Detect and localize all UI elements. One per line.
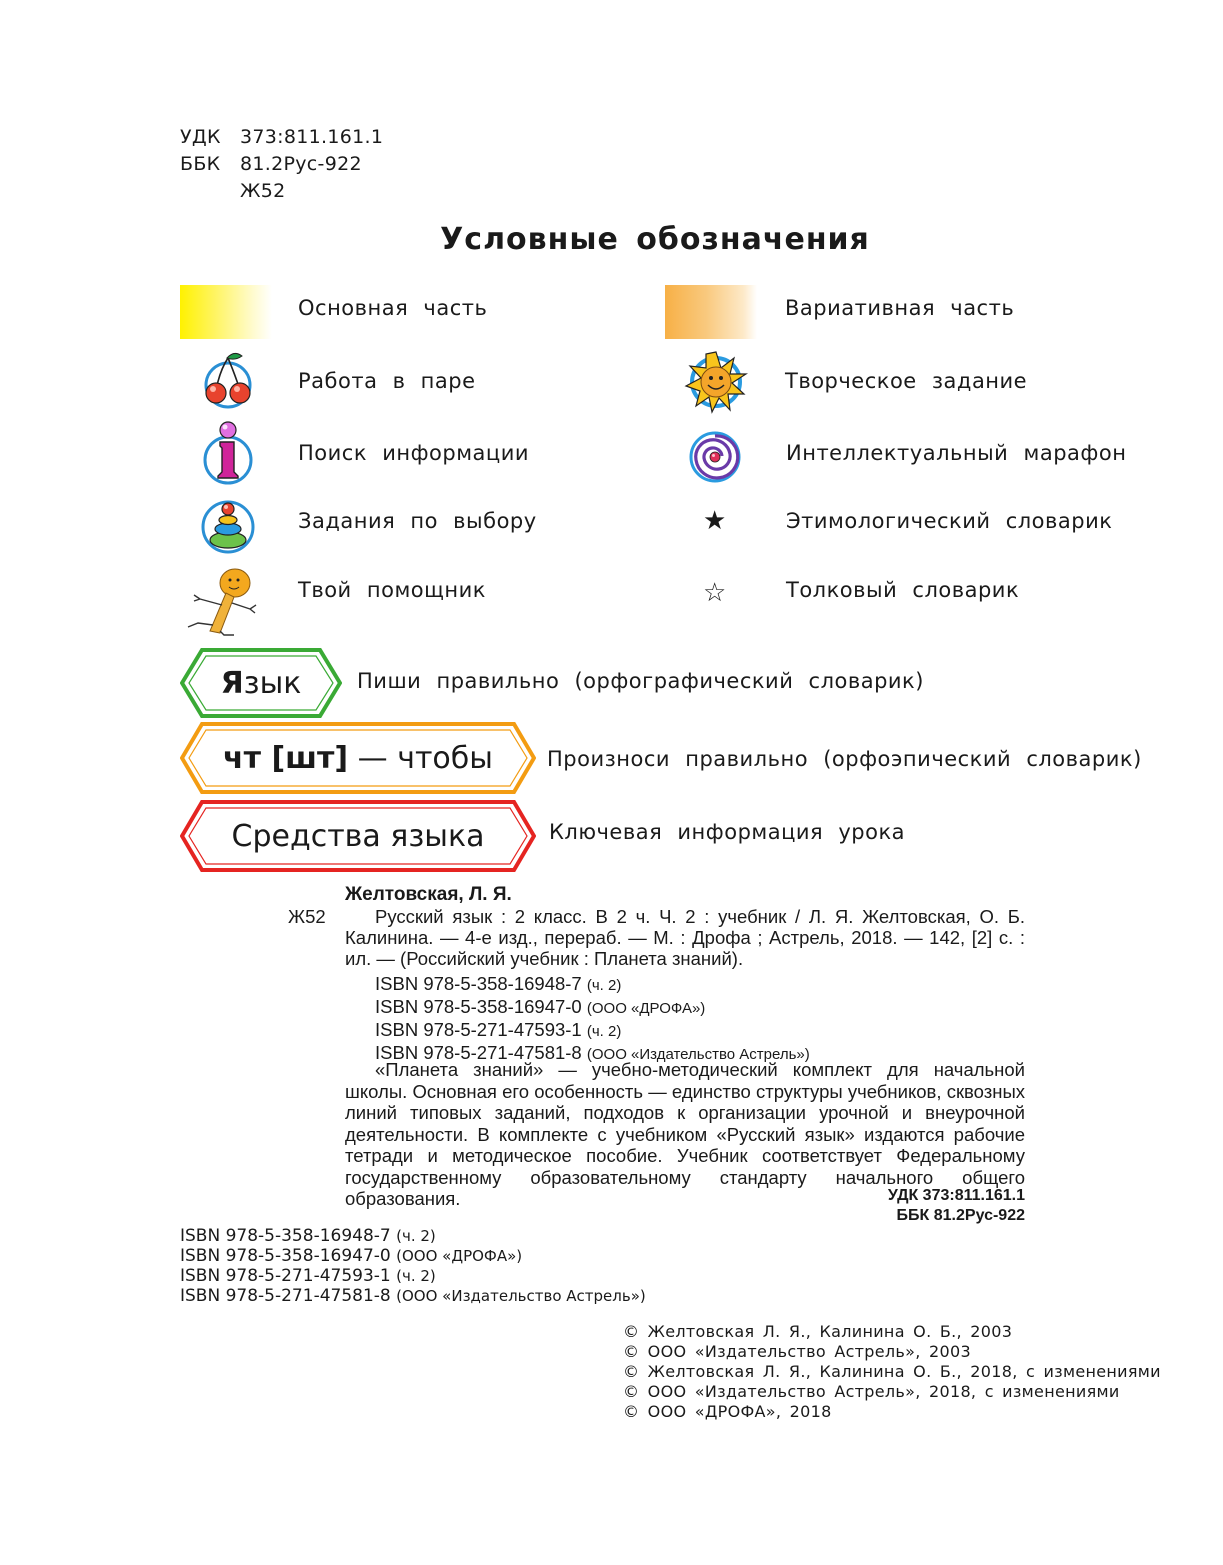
isbn-line: ISBN 978-5-271-47593-1 (ч. 2): [180, 1266, 436, 1286]
box-description: Произноси правильно (орфоэпический словарик): [547, 747, 1142, 771]
spiral-icon: [688, 430, 742, 484]
page-title: Условные обозначения: [440, 222, 870, 257]
key-character-icon: [180, 565, 260, 637]
pyramid-toy-icon: [198, 495, 258, 555]
biblio-author: Желтовская, Л. Я.: [345, 884, 512, 905]
orange-gradient-swatch: [665, 285, 757, 339]
box-description: Пиши правильно (орфографический словарик): [357, 669, 924, 693]
cherry-icon: [198, 350, 258, 410]
copyright-line: © Желтовская Л. Я., Калинина О. Б., 2003: [623, 1322, 1013, 1341]
biblio-code: Ж52: [288, 906, 326, 927]
isbn-line: ISBN 978-5-358-16948-7 (ч. 2): [375, 973, 622, 994]
isbn-line: ISBN 978-5-271-47581-8 (ООО «Издательство Астрель»): [375, 1042, 810, 1063]
legend-label: Интеллектуальный марафон: [786, 441, 1127, 465]
isbn-line: ISBN 978-5-271-47593-1 (ч. 2): [375, 1019, 622, 1040]
legend-label: Толковый словарик: [786, 578, 1020, 602]
copyright-line: © ООО «Издательство Астрель», 2003: [623, 1342, 971, 1361]
isbn-line: ISBN 978-5-358-16947-0 (ООО «ДРОФА»): [180, 1246, 523, 1266]
series-description: «Планета знаний» — учебно-методический комплект для начальной школы. Основная его особенность — единство структуры учебников, сквозных линий типовых заданий, подходов к организации урочной и внеурочной деятельности. В комплекте с учебником «Русский язык» издаются рабочие тетради и методическое пособие. Учебник соответствует Федеральному государственному образовательному стандарту начального общего образования.: [345, 1059, 1025, 1209]
box-description: Ключевая информация урока: [549, 820, 906, 844]
legend-label: Задания по выбору: [298, 509, 537, 533]
legend-label: Поиск информации: [298, 441, 530, 465]
classification-codes: [180, 124, 383, 205]
sun-icon: [684, 350, 748, 414]
biblio-entry: Русский язык : 2 класс. В 2 ч. Ч. 2 : учебник / Л. Я. Желтовская, О. Б. Калинина. — 4-е изд., перераб. — М. : Дрофа ; Астрель, 2018. — 142, [2] с. : ил. — (Российский учебник : Планета знаний).: [345, 906, 1025, 969]
star-filled-icon: ★: [703, 506, 727, 536]
biblio-classification: УДК 373:811.161.1 ББК 81.2Рус-922: [887, 1187, 1025, 1224]
legend-label: Работа в паре: [298, 369, 476, 393]
copyright-line: © ООО «ДРОФА», 2018: [623, 1402, 832, 1421]
star-outline-icon: ☆: [703, 578, 727, 608]
legend-label: Основная часть: [298, 296, 488, 320]
legend-label: Этимологический словарик: [786, 509, 1113, 533]
key-info-box: [180, 800, 536, 872]
author-mark: Ж52: [240, 180, 286, 202]
legend-label: Вариативная часть: [785, 296, 1015, 320]
box-label: Я зык: [220, 665, 302, 701]
box-label: Средства языка: [231, 818, 485, 854]
legend-label: Творческое задание: [785, 369, 1028, 393]
copyright-block: [623, 1322, 1161, 1422]
isbn-line: ISBN 978-5-358-16948-7 (ч. 2): [180, 1226, 436, 1246]
isbn-line: ISBN 978-5-358-16947-0 (ООО «ДРОФА»): [375, 996, 706, 1017]
copyright-line: © ООО «Издательство Астрель», 2018, с изменениями: [623, 1382, 1120, 1401]
udk-line: УДК 373:811.161.1: [180, 126, 384, 148]
isbn-block: [180, 1226, 646, 1306]
info-icon: [198, 420, 258, 486]
box-label: чт [шт] — чтобы: [223, 740, 493, 776]
yellow-gradient-swatch: [180, 285, 272, 339]
bbk-line: ББК 81.2Рус-922: [180, 153, 362, 175]
copyright-line: © Желтовская Л. Я., Калинина О. Б., 2018, с изменениями: [623, 1362, 1161, 1381]
isbn-line: ISBN 978-5-271-47581-8 (ООО «Издательство Астрель»): [180, 1286, 646, 1306]
spelling-box: [180, 648, 342, 718]
pronunciation-box: [180, 722, 536, 794]
biblio-isbn-list: [375, 973, 810, 1065]
legend-label: Твой помощник: [298, 578, 486, 602]
